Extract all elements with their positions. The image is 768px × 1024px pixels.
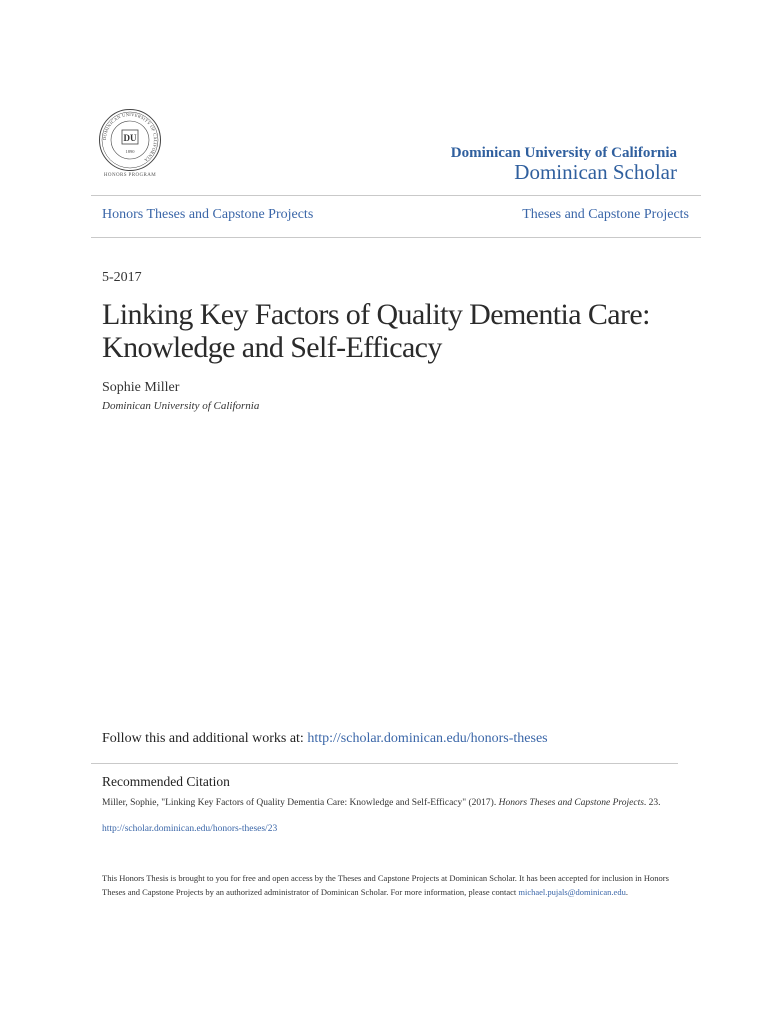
svg-text:1890: 1890 xyxy=(125,149,135,154)
svg-text:DU: DU xyxy=(123,133,137,143)
honors-theses-url-link[interactable]: http://scholar.dominican.edu/honors-theses xyxy=(307,731,548,746)
citation-text xyxy=(102,797,672,810)
citation-divider xyxy=(91,763,678,764)
follow-label: Follow this and additional works at: xyxy=(102,731,308,746)
notice-text: This Honors Thesis is brought to you for free and open access by the Theses and Capstone Projects at Dominican Scholar. It has been accepted for inclusion in Honors Theses and Capstone Projects by an authorized administrator of Dominican Scholar. For more information, please contact xyxy=(102,873,669,897)
notice-end: . xyxy=(625,887,628,897)
university-name: Dominican University of California xyxy=(450,145,677,161)
author-name: Sophie Miller xyxy=(102,380,180,395)
university-seal xyxy=(98,108,162,172)
paper-title: Linking Key Factors of Quality Dementia Care: Knowledge and Self-Efficacy xyxy=(102,298,650,364)
access-notice xyxy=(102,871,682,899)
contact-email-link[interactable]: michael.pujals@dominican.edu xyxy=(518,887,626,897)
seal-caption: HONORS PROGRAM xyxy=(103,173,157,178)
follow-line xyxy=(102,731,548,747)
citation-plain: Miller, Sophie, "Linking Key Factors of Quality Dementia Care: Knowledge and Self-Efficacy" (2017). xyxy=(102,798,499,808)
citation-series: Honors Theses and Capstone Projects xyxy=(498,798,644,808)
publication-date: 5-2017 xyxy=(102,270,142,285)
citation-url-link[interactable]: http://scholar.dominican.edu/honors-theses/23 xyxy=(102,824,278,834)
repository-name: Dominican Scholar xyxy=(514,160,677,184)
citation-suffix: . 23. xyxy=(643,798,661,808)
nav-divider xyxy=(91,237,701,238)
seal-ring-text: DOMINICAN UNIVERSITY OF CALIFORNIA xyxy=(101,111,159,163)
author-affiliation: Dominican University of California xyxy=(102,400,260,412)
header-divider xyxy=(91,195,701,196)
recommended-citation-heading: Recommended Citation xyxy=(102,774,230,789)
honors-theses-link[interactable]: Honors Theses and Capstone Projects xyxy=(102,207,314,222)
theses-capstone-link[interactable]: Theses and Capstone Projects xyxy=(522,207,689,222)
